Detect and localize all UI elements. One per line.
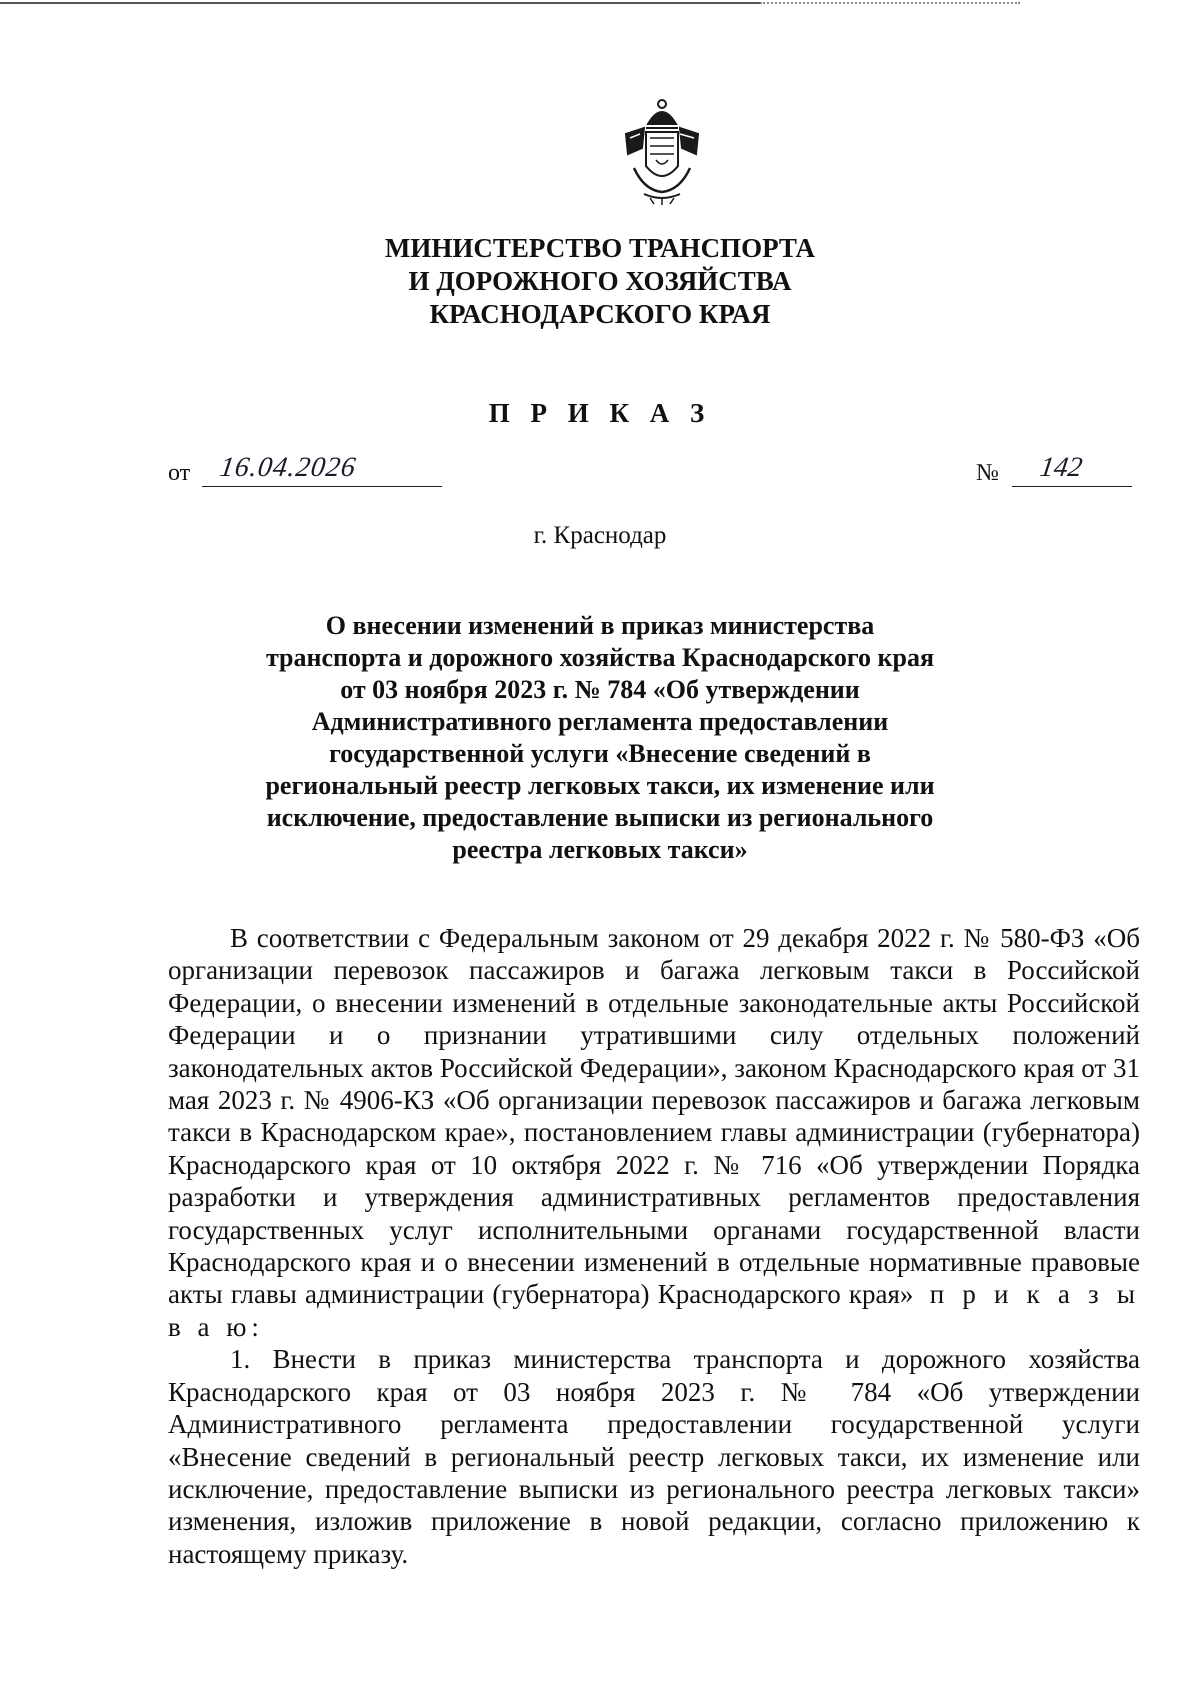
subject-line-1: О внесении изменений в приказ министерства bbox=[325, 611, 875, 640]
subject-line-8: реестра легковых такси» bbox=[452, 835, 748, 864]
order-subject bbox=[0, 610, 1200, 866]
item-1-paragraph: 1. Внести в приказ министерства транспорта и дорожного хозяйства Краснодарского края от 03 ноября 2023 г. № 784 «Об утверждении Административного регламента предоставлении государственной услуги «Внесение сведений в региональный реестр легковых такси, их изменение или исключение, предоставление выписки из регионального реестра легковых такси» изменения, изложив приложение в новой редакции, согласно приложению к настоящему приказу. bbox=[168, 1344, 1140, 1569]
ministry-name bbox=[0, 232, 1200, 331]
subject-line-6: региональный реестр легковых такси, их изменение или bbox=[265, 771, 935, 800]
preamble-paragraph bbox=[168, 922, 1140, 1343]
ministry-line-2: И ДОРОЖНОГО ХОЗЯЙСТВА bbox=[408, 266, 792, 296]
subject-line-7: исключение, предоставление выписки из регионального bbox=[266, 803, 934, 832]
number-underline bbox=[1012, 486, 1132, 487]
ministry-line-3: КРАСНОДАРСКОГО КРАЯ bbox=[429, 299, 771, 329]
subject-line-2: транспорта и дорожного хозяйства Краснодарского края bbox=[265, 643, 935, 672]
order-body bbox=[168, 922, 1140, 1570]
ministry-line-1: МИНИСТЕРСТВО ТРАНСПОРТА bbox=[384, 233, 816, 263]
subject-line-3: от 03 ноября 2023 г. № 784 «Об утверждении bbox=[340, 675, 860, 704]
subject-line-4: Административного регламента предоставлении bbox=[311, 707, 889, 736]
coat-of-arms-icon bbox=[620, 94, 704, 206]
number-value: 142 bbox=[1037, 452, 1085, 483]
scan-edge-line bbox=[0, 2, 760, 4]
scan-edge-dots bbox=[760, 2, 1020, 4]
date-underline bbox=[202, 486, 442, 487]
preamble-text: В соответствии с Федеральным законом от 29 декабря 2022 г. № 580-ФЗ «Об организации перевозок пассажиров и багажа легковым такси в Российской Федерации, о внесении изменений в отдельные законодательные акты Российской Федерации и о признании утратившими силу отдельных положений законодательных актов Российской Федерации», законом Краснодарского края от 31 мая 2023 г. № 4906-КЗ «Об организации перевозок пассажиров и багажа легковым такси в Краснодарском крае», постановлением главы администрации (губернатора) Краснодарского края от 10 октября 2022 г. № 716 «Об утверждении Порядка разработки и утверждения административных регламентов предоставления государственных услуг исполнительными органами государственной власти Краснодарского края и о внесении изменений в отдельные нормативные правовые акты главы администрации (губернатора) Краснодарского края» bbox=[168, 923, 1140, 1310]
document-type: П Р И К А З bbox=[488, 398, 712, 428]
date-value: 16.04.2026 bbox=[217, 452, 359, 483]
city: г. Краснодар bbox=[533, 522, 667, 549]
order-date bbox=[168, 452, 448, 492]
number-prefix: № bbox=[976, 460, 999, 486]
date-prefix: от bbox=[168, 460, 191, 486]
subject-line-5: государственной услуги «Внесение сведений в bbox=[329, 739, 871, 768]
order-word: п р и к а з ы в а ю: bbox=[168, 1279, 1140, 1342]
order-number bbox=[976, 452, 1136, 492]
